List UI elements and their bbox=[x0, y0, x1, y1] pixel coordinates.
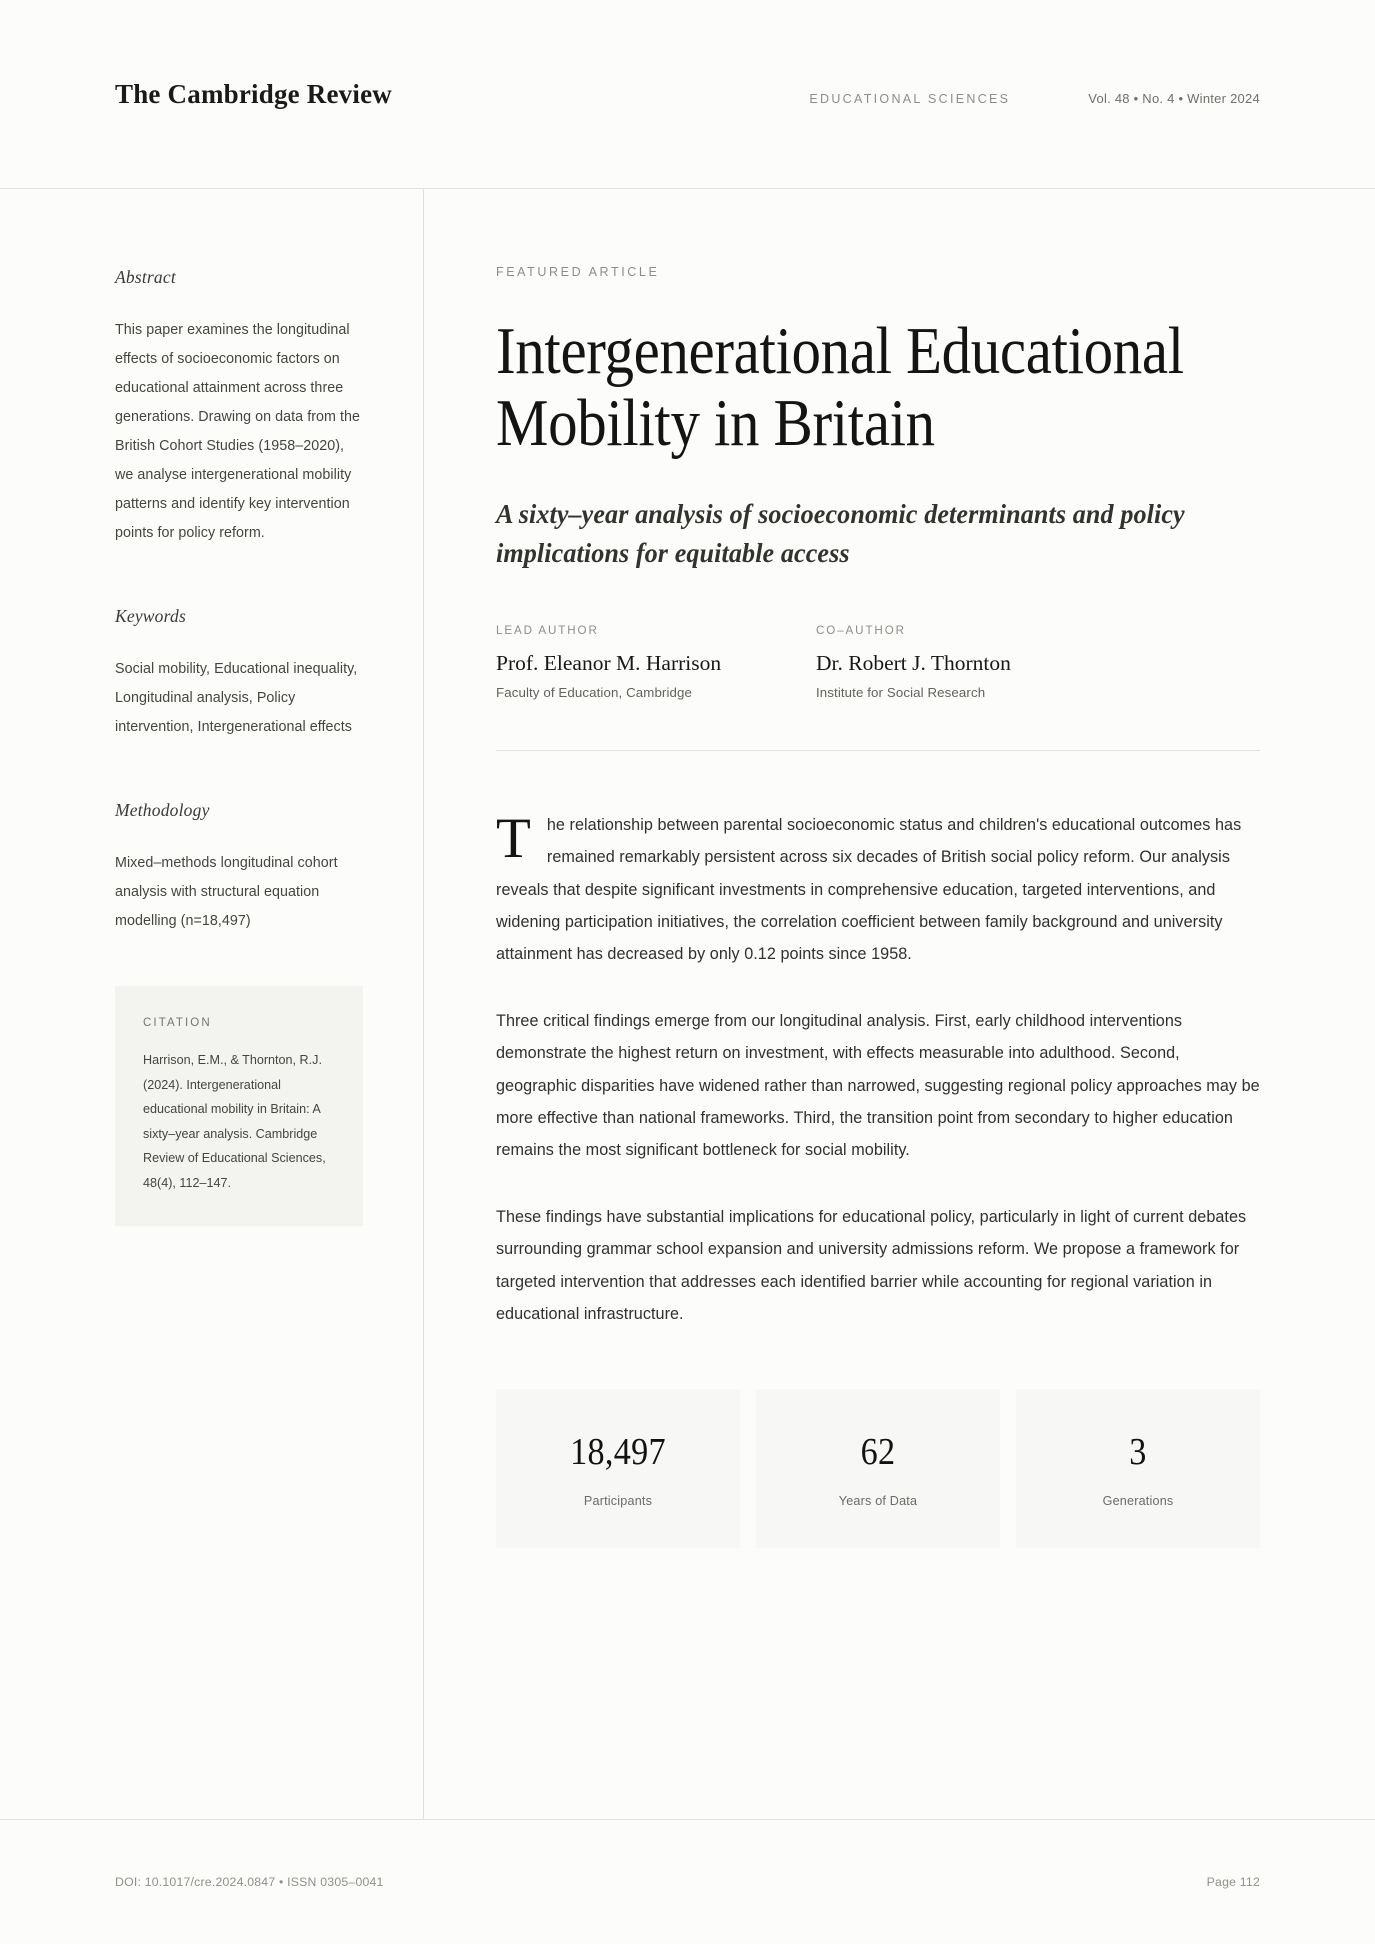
abstract-text: This paper examines the longitudinal effects of socioeconomic factors on educational attainment across three generations. Drawing on data from the British Cohort Studies (1958–2020), we analyse intergenerational mobility patterns and identify key intervention points for policy reform. bbox=[115, 322, 361, 542]
stat-participants bbox=[496, 1389, 740, 1548]
stat-years bbox=[756, 1389, 1000, 1548]
stats-row bbox=[496, 1389, 1260, 1548]
drop-cap: T bbox=[496, 806, 531, 870]
co-author[interactable] bbox=[816, 624, 1074, 700]
citation-box[interactable] bbox=[115, 986, 363, 1225]
abstract-section bbox=[115, 267, 363, 548]
lead-author-affiliation: Faculty of Education, Cambridge bbox=[496, 684, 693, 700]
stat-participants-label: Participants bbox=[583, 1493, 653, 1508]
issue-line: Vol. 48 • No. 4 • Winter 2024 bbox=[1088, 90, 1260, 106]
paragraph-1-text: he relationship between parental socioeconomic status and children's educational outcomes has remained remarkably persistent across six decades of British social policy reform. Our analysis reveals that despite significant investments in comprehensive education, targeted interventions, and widening participation initiatives, the correlation coefficient between family background and university attainment has decreased by only 0.12 points since 1958. bbox=[496, 815, 1242, 964]
methodology-section bbox=[115, 800, 363, 936]
methodology-text: Mixed–methods longitudinal cohort analysis with structural equation modelling (n=18,497) bbox=[115, 855, 338, 930]
footer-page-number: Page 112 bbox=[1206, 1875, 1260, 1889]
keywords-heading: Keywords bbox=[115, 606, 186, 627]
stat-years-label: Years of Data bbox=[838, 1493, 918, 1508]
stat-generations-label: Generations bbox=[1102, 1493, 1174, 1508]
paragraph-1 bbox=[496, 806, 1260, 971]
co-author-name: Dr. Robert J. Thornton bbox=[816, 650, 1011, 675]
article-eyebrow: FEATURED ARTICLE bbox=[496, 265, 660, 279]
article-subtitle: A sixty–year analysis of socioeconomic determinants and policy implications for equitable access bbox=[496, 497, 1185, 568]
co-author-affiliation: Institute for Social Research bbox=[816, 684, 986, 700]
journal-name[interactable]: The Cambridge Review bbox=[115, 78, 392, 109]
lead-author-name: Prof. Eleanor M. Harrison bbox=[496, 650, 722, 675]
co-author-role: CO–AUTHOR bbox=[816, 623, 906, 637]
paragraph-3: These findings have substantial implications for educational policy, particularly in light of current debates surrounding grammar school expansion and university admissions reform. We propose a framework for targeted intervention that addresses each identified barrier while accounting for regional variation in educational infrastructure. bbox=[496, 1207, 1247, 1324]
stat-generations bbox=[1016, 1389, 1260, 1548]
abstract-heading: Abstract bbox=[115, 267, 176, 287]
footer-identifiers: DOI: 10.1017/cre.2024.0847 • ISSN 0305–0041 bbox=[115, 1875, 384, 1889]
content-area bbox=[0, 189, 1375, 1820]
section-label: EDUCATIONAL SCIENCES bbox=[809, 91, 1011, 106]
author-block bbox=[496, 624, 1260, 751]
citation-label: CITATION bbox=[143, 1017, 212, 1030]
article-body bbox=[424, 189, 1375, 1819]
methodology-heading: Methodology bbox=[115, 800, 210, 821]
article-title: Intergenerational Educational Mobility in Britain bbox=[496, 314, 1184, 461]
sidebar bbox=[0, 189, 424, 1819]
citation-text: Harrison, E.M., & Thornton, R.J. (2024). Intergenerational educational mobility in Britain: A sixty–year analysis. Cambridge Review of Educational Sciences, 48(4), 112–147. bbox=[143, 1053, 326, 1190]
lead-author[interactable] bbox=[496, 624, 754, 700]
paragraph-2: Three critical findings emerge from our longitudinal analysis. First, early childhood interventions demonstrate the highest return on investment, with effects measurable into adulthood. Second, geographic disparities have widened rather than narrowed, suggesting regional policy approaches may be more effective than national frameworks. Third, the transition point from secondary to higher education remains the most significant bottleneck for social mobility. bbox=[496, 1011, 1260, 1160]
lead-author-role: LEAD AUTHOR bbox=[496, 623, 599, 637]
masthead bbox=[0, 0, 1375, 189]
stat-participants-value: 18,497 bbox=[570, 1430, 666, 1473]
page-footer bbox=[0, 1820, 1375, 1944]
keywords-text: Social mobility, Educational inequality, Longitudinal analysis, Policy intervention, Intergenerational effects bbox=[115, 661, 358, 736]
stat-generations-value: 3 bbox=[1129, 1430, 1147, 1473]
keywords-section bbox=[115, 606, 363, 742]
stat-years-value: 62 bbox=[860, 1430, 896, 1473]
